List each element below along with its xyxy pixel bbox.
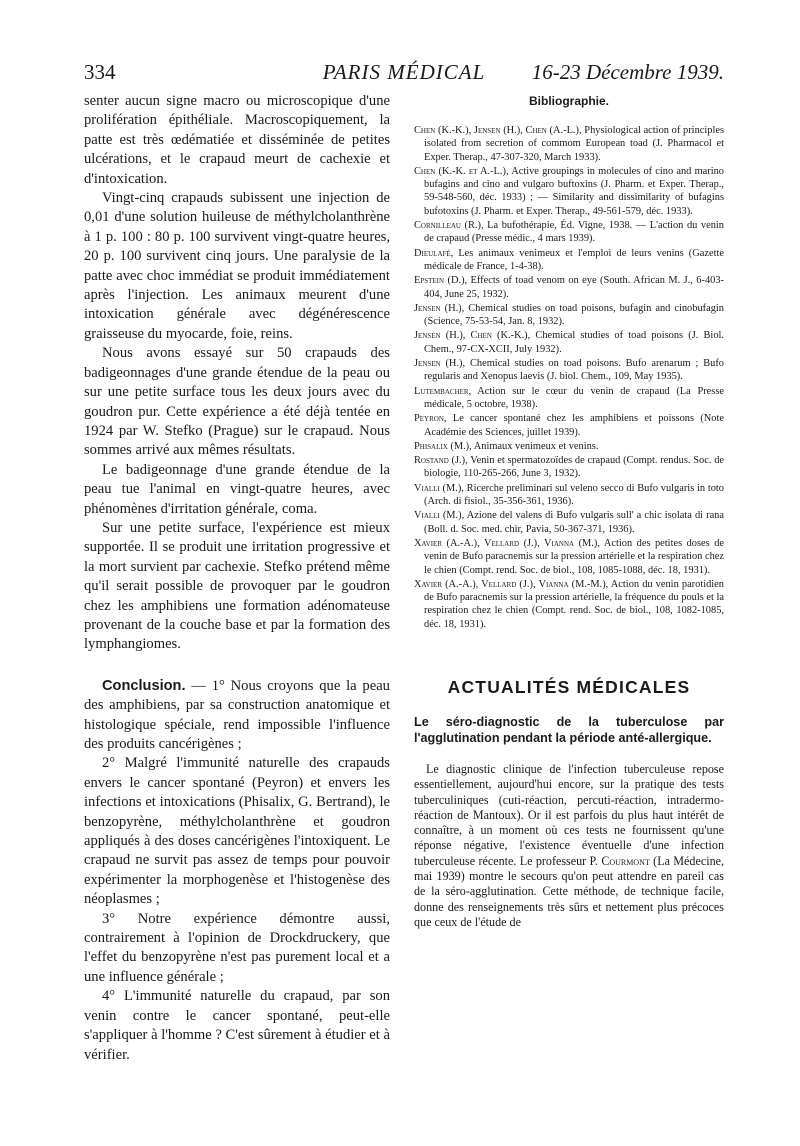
reference-item [414,440,724,453]
reference-item [414,412,724,439]
reference-text: Action des petites doses de venin de Bufo paracnemis sur la pression artérielle et la respiration chez le chien (Compt. rend. Soc. de biol., 108, 1085-1088, déc. 18, 1931). [424,537,724,576]
journal-title: PARIS MÉDICAL [322,60,486,84]
conclusion-point: 4° L'immunité naturelle du crapaud, par son venin contre le cancer spontané, peut-elle s'appliquer à l'homme ? C'est sûrement à étudier et à vérifier. [84,988,390,1063]
reference-author: Peyron, [414,413,447,425]
reference-text: Ricerche preliminari sul veleno secco di Bufo vulgaris in toto (Arch. di fisiol., 35-356-361, 1936). [424,482,724,508]
reference-author: Xavier (A.-A.), Vellard (J.), Vianna (M.-M.), [414,578,609,590]
conclusion-paragraph [84,677,390,755]
reference-text: Les animaux venimeux et l'emploi de leurs venins (Gazette médicale de France, 1-4-38). [424,247,724,272]
bibliography-title: Bibliographie. [528,94,609,108]
reference-text: Animaux venimeux et venins. [471,440,599,452]
reference-text: Le cancer spontané chez les amphibiens et poissons (Note Académie des Sciences, juillet 1939). [424,413,724,438]
page-header [84,60,724,86]
reference-author: Epstein (D.), [414,275,468,287]
article-text: (La Médecine, mai 1939) montre le secours qu'on peut attendre en pareil cas de la séro-agglutination. Cette méthode, de technique facile, donne des renseignements très sûrs et nettement plus précoces que ceux de l'étude de [414,853,725,929]
reference-text: Physiological action of principles isolated from secretion of commom European toad (J. Pharmacol et Exper. Therap., 47-307-320, March 1933). [424,125,725,163]
body-paragraph: Sur une petite surface, l'expérience est mieux supportée. Il se produit une irritation progressive et la mort survient par cachexie. Stefko prétend même qu'il serait possible de provoquer par le goudron chez les amphibiens une formation adénomateuse provenant de la couche base et par la formation des lymphangiomes. [84,519,390,653]
issue-date: 16-23 Décembre 1939. [531,60,724,84]
reference-author: Cornilleau (R.), [414,220,484,232]
reference-item [414,274,724,301]
reference-author: Phisalix (M.), [414,440,472,452]
body-paragraph: Nous avons essayé sur 50 crapauds des badigeonnages d'une grande étendue de la peau ou sur une petite surface tous les deux jours avec du goudron pur. Cette expérience a été déjà tentée en 1924 par W. Stefko (Prague) sur le crapaud. Nous sommes arrivé aux mêmes résultats. [84,345,390,459]
reference-item [414,537,724,577]
reference-author: Chen (K.-K. et A.-L.), [414,165,509,177]
reference-author: Rostand (J.), [414,455,468,467]
reference-author: Dieulafé, [414,247,454,259]
reference-author: Jensen (H.), Chen (K.-K.), [414,330,531,342]
article-title: Le séro-diagnostic de la tuberculose par l'agglutination pendant la période anté-allergique. [414,714,724,745]
reference-author: Vialli (M.), [414,482,464,494]
reference-text: Action sur le cœur du venin de crapaud (La Presse médicale, 5 octobre, 1938). [424,385,724,410]
reference-text: La bufothérapie, Éd. Vigne, 1938. — L'action du venin de crapaud (Presse médic., 4 mars 1939). [424,220,724,245]
right-column [414,94,724,930]
reference-item [414,357,724,384]
reference-item [414,385,724,412]
reference-item [414,302,724,329]
reference-item [414,329,724,356]
article-body [414,762,724,930]
conclusion-point: 2° Malgré l'immunité naturelle des crapauds envers le cancer spontané (Peyron) et envers les infections et intoxications (Phisalix, G. Bertrand), le benzopyrène, méthylcholanthrène et goudron appliqués à des doses cancérigènes l'intoxiquent. Le crapaud ne survit pas assez de temps pour pouvoir expérimenter la morphogenèse et l'histogenèse des néoplasmes ; [84,755,390,908]
reference-author: Chen (K.-K.), Jensen (H.), Chen (A.-L.), [414,125,582,136]
reference-list [414,124,724,631]
body-paragraph: Le badigeonnage d'une grande étendue de la peau tue l'animal en vingt-quatre heures, avec phénomènes d'irritation générale, coma. [84,461,390,517]
reference-author: Jensen (H.), [414,302,465,314]
reference-text: Active groupings in molecules of cino and marino bufagins and cino and vulgaro buftoxins (J. Pharm. et Exper. Therap., 59-548-560, déc. 1933) ; — Similarity and dissimilarity of bufagins bufotoxins (J. Pharm. et Exper. Therap., 49-561-579, déc. 1933). [424,165,725,217]
reference-item [414,165,724,218]
left-column [84,92,390,1065]
reference-author: Xavier (A.-A.), Vellard (J.), Vianna (M.), [414,537,600,549]
reference-text: Effects of toad venom on eye (South. African M. J., 6-403-404, June 25, 1932). [424,275,724,300]
article-text: Le diagnostic clinique de l'infection tuberculeuse repose essentiellement, aujourd'hui encore, sur la pratique des tests tuberculiniques (cuti-réaction, percuti-réaction, intradermo-réaction de Mantoux). Or il est parfois du plus haut intérêt de connaître, à un moment où ces tests ne fournissent qu'une réponse négative, l'existence éventuelle d'une infection tuberculeuse récente. Le professeur P. [414,761,724,868]
reference-item [414,219,724,246]
conclusion-heading: Conclusion. [102,677,186,694]
reference-author: Lutembacher, [414,385,472,397]
reference-item [414,578,724,631]
reference-item [414,454,724,481]
conclusion-point: — 1° Nous croyons que la peau des amphibiens, par sa construction anatomique et histologique spéciale, rend impossible l'influence des produits cancérigènes ; [84,677,390,752]
reference-text: Azione del valens di Bufo vulgaris sull' a chic isolata di rana (Boll. d. Soc. med. chir, Pavia, 50-367-371, 1936). [424,510,724,535]
article-paragraph [414,762,724,930]
body-paragraph: senter aucun signe macro ou microscopique d'une prolifération épithéliale. Macroscopiquement, la patte est très œdématiée et disséminée de petites ulcérations, et le crapaud meurt de cachexie et d'intoxication. [84,93,390,187]
page-number: 334 [84,60,116,84]
reference-author: Vialli (M.), [414,510,465,522]
reference-item [414,482,724,509]
reference-text: Chemical studies of toad poisons (J. Biol. Chem., 97-CX-XCII, July 1932). [424,330,725,355]
reference-item [414,124,724,164]
reference-text: Chemical studies on toad poisons, bufagin and cinobufagin (Science, 75-53-54, Jan. 8, 1932). [424,302,724,328]
reference-text: Venin et spermatozoïdes de crapaud (Compt. rendus. Soc. de biologie, 110-265-266, June 3, 1932). [424,455,724,480]
section-title: ACTUALITÉS MÉDICALES [447,676,691,697]
body-paragraph: Vingt-cinq crapauds subissent une injection de 0,01 d'une solution huileuse de méthylcholanthrène à 1 p. 100 : 80 p. 100 survivent vingt-quatre heures, 20 p. 100 survivent cinq jours. Une paralysie de la patte avec choc immédiat se produit immédiatement après l'injection. Les animaux meurent d'une intoxication générale avec dégénérescence graisseuse du myocarde, foie, reins. [84,190,390,342]
reference-item [414,247,724,274]
reference-text: Action du venin parotidien de Bufo paracnemis sur la pression artérielle, la fréquence du pouls et la respiration chez le chien (Compt. rend. Soc. de biol., 108, 1082-1085, déc. 18, 1931). [424,578,724,630]
article-author-name: Courmont [601,853,650,868]
conclusion-point: 3° Notre expérience démontre aussi, contrairement à l'opinion de Drockdruckery, que l'effet du benzopyrène n'est pas purement local et a une influence générale ; [84,910,390,985]
reference-text: Chemical studies on toad poisons. Bufo arenarum ; Bufo regularis and Xenopus laevis (J. biol. Chem., 109, May 1935). [424,358,724,383]
reference-item [414,509,724,536]
reference-author: Jensen (H.), [414,358,466,370]
